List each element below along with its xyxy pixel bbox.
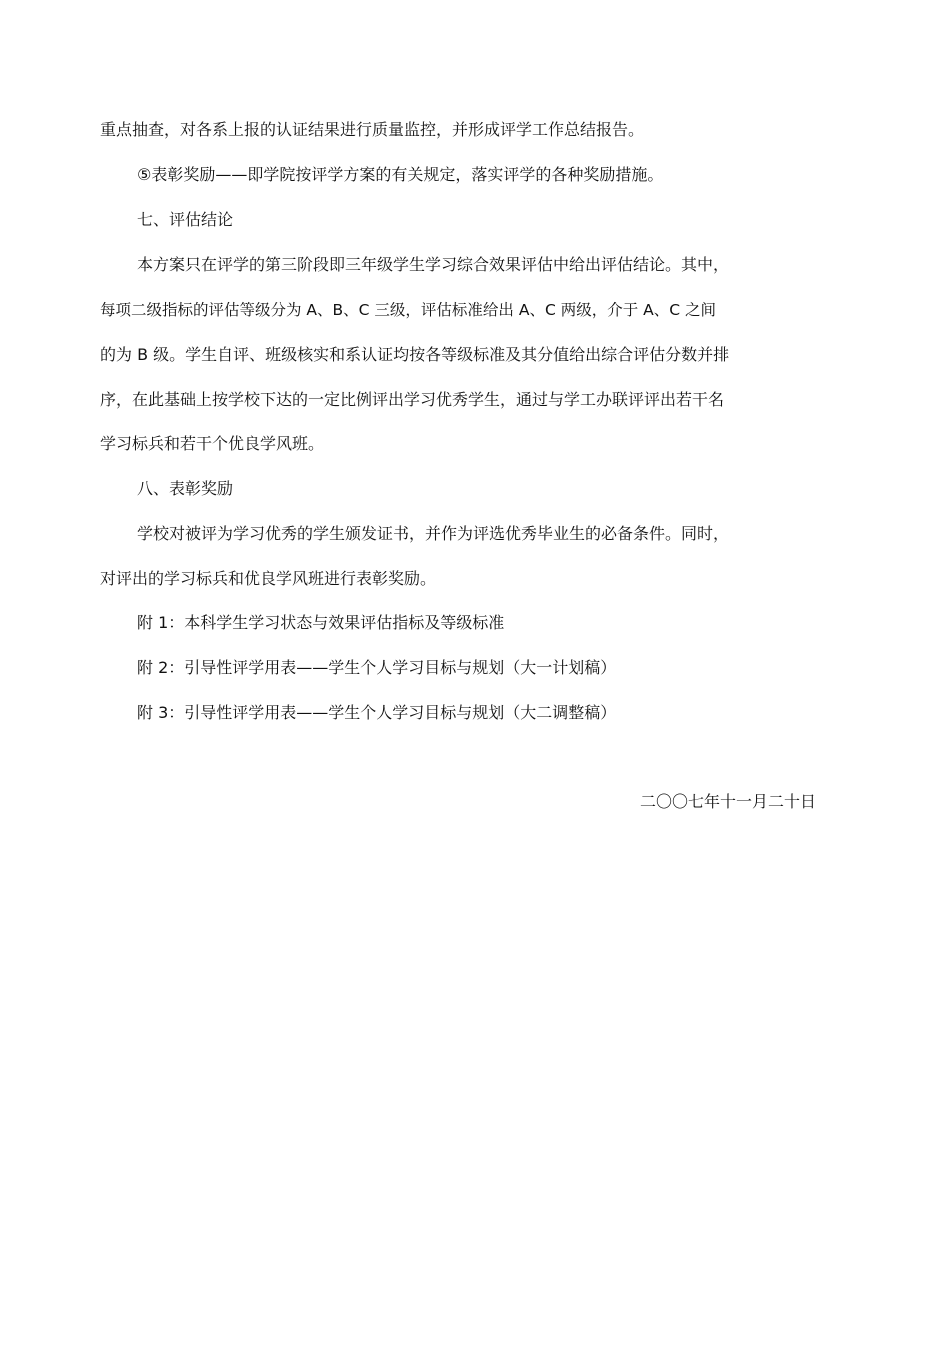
paragraph-line: 学校对被评为学习优秀的学生颁发证书，并作为评选优秀毕业生的必备条件。同时，	[137, 524, 730, 543]
appendix-item: 附 1：本科学生学习状态与效果评估指标及等级标准	[137, 613, 505, 632]
paragraph-line: ⑤表彰奖励——即学院按评学方案的有关规定，落实评学的各种奖励措施。	[137, 165, 664, 184]
section-heading: 八、表彰奖励	[137, 479, 234, 498]
section-heading: 七、评估结论	[137, 210, 234, 229]
paragraph-line: 每项二级指标的评估等级分为 A、B、C 三级，评估标准给出 A、C 两级，介于 A、C 之间	[100, 301, 716, 319]
paragraph-line: 学习标兵和若干个优良学风班。	[100, 434, 325, 453]
paragraph-line: 对评出的学习标兵和优良学风班进行表彰奖励。	[100, 569, 437, 588]
paragraph-line: 序，在此基础上按学校下达的一定比例评出学习优秀学生，通过与学工办联评评出若干名	[100, 390, 725, 409]
appendix-item: 附 3：引导性评学用表——学生个人学习目标与规划（大二调整稿）	[137, 703, 617, 722]
paragraph-line: 本方案只在评学的第三阶段即三年级学生学习综合效果评估中给出评估结论。其中，	[137, 255, 730, 274]
document-date: 二〇〇七年十一月二十日	[640, 792, 817, 811]
appendix-item: 附 2：引导性评学用表——学生个人学习目标与规划（大一计划稿）	[137, 658, 617, 677]
paragraph-line: 重点抽查，对各系上报的认证结果进行质量监控，并形成评学工作总结报告。	[100, 120, 645, 139]
paragraph-line: 的为 B 级。学生自评、班级核实和系认证均按各等级标准及其分值给出综合评估分数并排	[100, 345, 730, 364]
